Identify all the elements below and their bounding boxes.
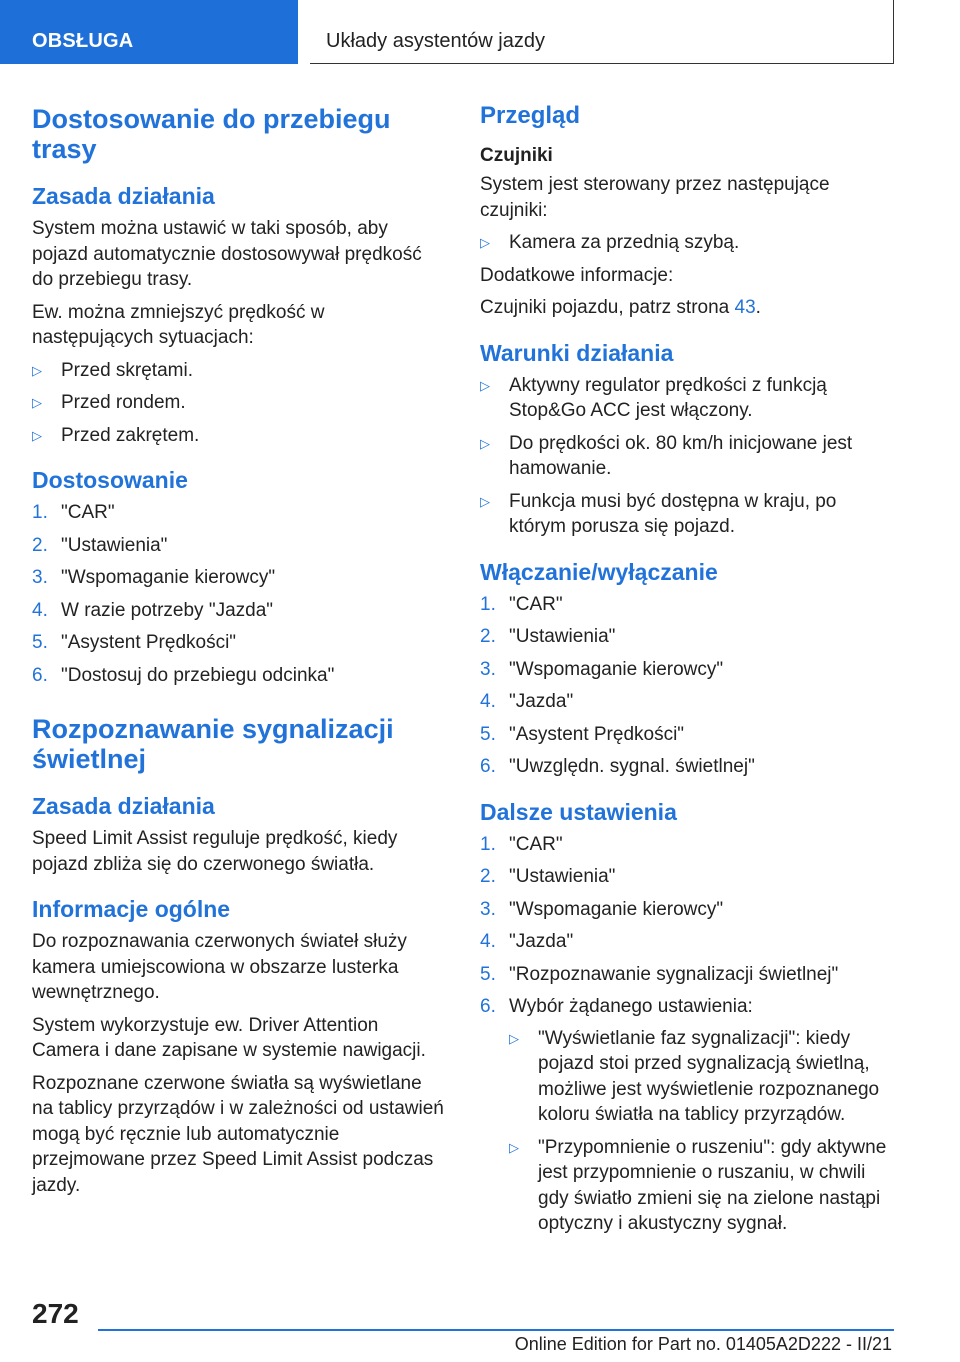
bullet-triangle-icon: ▷ [480, 435, 490, 451]
step-item: 4. "Jazda" [480, 931, 574, 952]
page-number: 272 [32, 1298, 79, 1329]
footer-divider [98, 1329, 894, 1331]
paragraph-reference: Czujniki pojazdu, patrz strona 43. [480, 297, 761, 318]
further-steps [480, 832, 896, 1237]
heading-principle-2: Zasada działania [32, 793, 215, 819]
bullet-triangle-icon: ▷ [480, 493, 490, 509]
section-label: OBSŁUGA [32, 30, 134, 52]
left-column [32, 100, 446, 1205]
step-item: 5. "Asystent Prędkości" [32, 632, 237, 653]
heading-sensors: Czujniki [480, 145, 553, 166]
sub-options-list [509, 1026, 896, 1237]
step-item: 5. "Asystent Prędkości" [480, 723, 685, 745]
bullet-triangle-icon: ▷ [509, 1030, 519, 1046]
step-item: 3. "Wspomaganie kierowcy" [480, 658, 724, 680]
step-item: 1. "CAR" [480, 833, 563, 855]
bullet-triangle-icon: ▷ [509, 1139, 519, 1155]
bullet-triangle-icon: ▷ [480, 377, 490, 393]
conditions-list [480, 373, 896, 540]
heading-further-settings: Dalsze ustawienia [480, 798, 677, 825]
list-item: ▷ "Przypomnienie o ruszeniu": gdy aktywne jest przypomnienie o ruszaniu, w chwili gdy światło zmieni się na zielone nastąpi optyczny i akustyczny sygnał. [509, 1136, 887, 1234]
chapter-label: Układy asystentów jazdy [326, 30, 545, 52]
heading-overview: Przegląd [480, 102, 581, 129]
list-item: ▷ Przed rondem. [32, 390, 446, 416]
page-link[interactable]: 43 [734, 297, 756, 318]
bullet-triangle-icon: ▷ [32, 362, 42, 378]
list-item: ▷ Do prędkości ok. 80 km/h inicjowane jest hamowanie. [480, 432, 853, 479]
bullet-triangle-icon: ▷ [32, 395, 42, 410]
adjust-steps [32, 500, 446, 688]
edition-footer: Online Edition for Part no. 01405A2D222 - II/21 [514, 1334, 892, 1354]
step-item: 2. "Ustawienia" [480, 866, 616, 887]
chapter-tab [310, 0, 894, 64]
step-item: 3. "Wspomaganie kierowcy" [32, 567, 276, 588]
step-item: 3. "Wspomaganie kierowcy" [480, 898, 724, 920]
heading-traffic-lights: Rozpoznawanie sygnalizacji świetlnej [32, 714, 394, 774]
list-item: ▷ "Wyświetlanie faz sygnalizacji": kiedy pojazd stoi przed sygnalizacją świetlną, możliwe jest wyświetlenie rozpoznanego koloru światła na tablicy przyrządów. [509, 1027, 880, 1125]
step-item: 6. Wybór żądanego ustawienia: ▷ "Wyświetlanie faz sygnalizacji": kiedy pojazd stoi przed sygnalizacją świetlną, możliwe jest wyświetlenie rozpoznanego koloru światła na tablicy przyrządów. ▷ "Przypomnienie o ruszeniu": gdy aktywne jest przypomnienie o ruszaniu, w chwili gdy światło zmieni się na zielone nastąpi optyczny i akustyczny sygnał. [480, 994, 896, 1237]
heading-adjust: Dostosowanie [32, 467, 188, 493]
paragraph: Ew. można zmniejszyć prędkość w następujących sytuacjach: [32, 301, 325, 348]
step-item: 6. "Uwzględn. sygnal. świetlnej" [480, 756, 755, 777]
list-item: ▷ Przed skrętami. [32, 358, 446, 384]
heading-road-adaptation: Dostosowanie do przebiegu trasy [32, 104, 391, 164]
paragraph: Dodatkowe informacje: [480, 264, 674, 286]
list-item: ▷ Aktywny regulator prędkości z funkcją Stop&Go ACC jest włączony. [480, 374, 827, 421]
heading-on-off: Włączanie/wyłączanie [480, 558, 718, 585]
step-item: 1. "CAR" [32, 502, 115, 523]
sensors-list [480, 230, 896, 256]
situations-list [32, 358, 446, 449]
list-item: ▷ Kamera za przednią szybą. [480, 230, 896, 256]
bullet-triangle-icon: ▷ [32, 427, 42, 443]
step-item: 2. "Ustawienia" [32, 534, 168, 556]
heading-principle: Zasada działania [32, 183, 215, 209]
step-item: 4. "Jazda" [480, 691, 574, 712]
paragraph: System można ustawić w taki sposób, aby pojazd automatycznie dostosowywał prędkość do przebiegu trasy. [32, 218, 422, 290]
right-column [480, 100, 896, 1244]
heading-conditions: Warunki działania [480, 339, 674, 366]
paragraph: System jest sterowany przez następujące czujniki: [480, 174, 830, 221]
step-item: 6. "Dostosuj do przebiegu odcinka" [32, 664, 335, 686]
step-item: 1. "CAR" [480, 593, 563, 615]
step-item: 5. "Rozpoznawanie sygnalizacji świetlnej" [480, 963, 839, 985]
section-tab [0, 0, 298, 64]
paragraph: Speed Limit Assist reguluje prędkość, kiedy pojazd zbliża się do czerwonego światła. [32, 828, 398, 875]
list-item: ▷ Funkcja musi być dostępna w kraju, po którym porusza się pojazd. [480, 490, 837, 537]
on-off-steps [480, 592, 896, 780]
step-item: 4. W razie potrzeby "Jazda" [32, 599, 274, 621]
step-item: 2. "Ustawienia" [480, 626, 616, 647]
paragraph: Do rozpoznawania czerwonych świateł służy kamera umiejscowiona w obszarze lusterka wewnętrznego. [32, 931, 407, 1003]
list-item: ▷ Przed zakrętem. [32, 423, 446, 449]
bullet-triangle-icon: ▷ [480, 235, 490, 250]
heading-general-info: Informacje ogólne [32, 896, 231, 922]
paragraph: System wykorzystuje ew. Driver Attention Camera i dane zapisane w systemie nawigacji. [32, 1014, 426, 1061]
paragraph: Rozpoznane czerwone światła są wyświetlane na tablicy przyrządów i w zależności od ustawień mogą być ręcznie lub automatycznie przejmowane przez Speed Limit Assist podczas jazdy. [32, 1072, 444, 1196]
